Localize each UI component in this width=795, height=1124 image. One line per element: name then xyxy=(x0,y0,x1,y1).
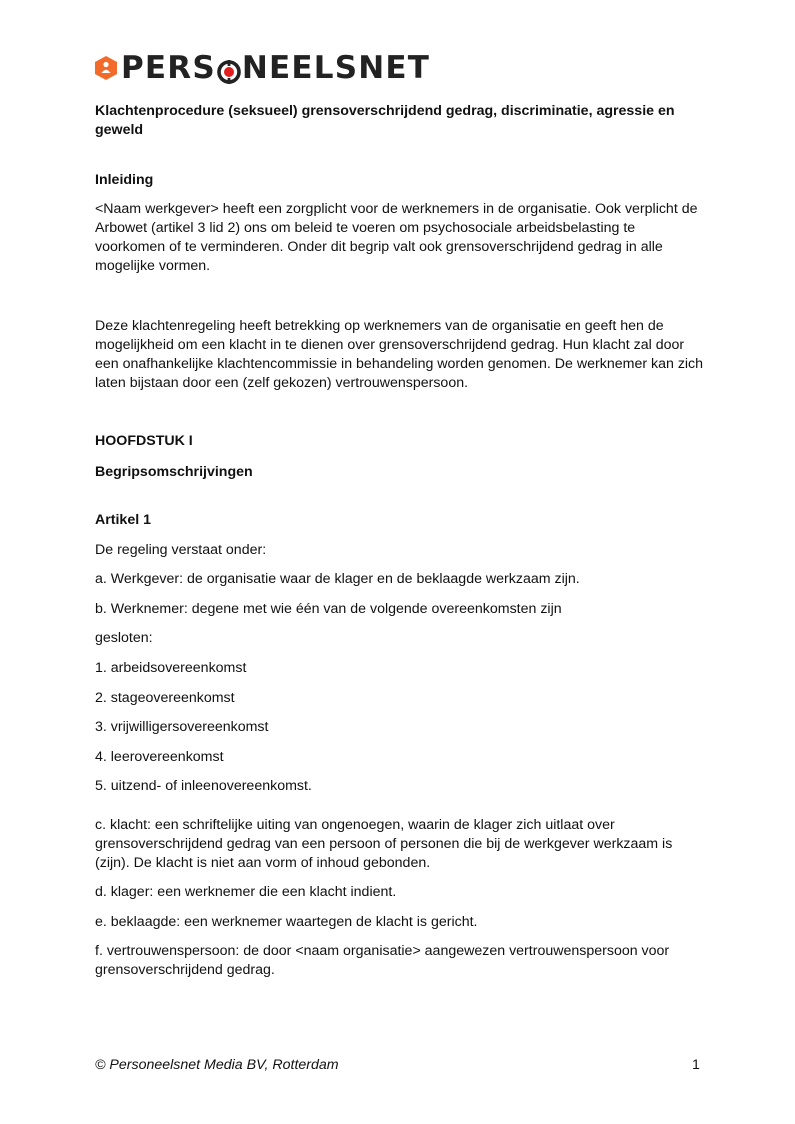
list-item: 2. stageovereenkomst xyxy=(95,690,235,706)
intro-paragraph-1: <Naam werkgever> heeft een zorgplicht voor de werknemers in de organisatie. Ook verplicht de Arbowet (artikel 3 lid 2) ons om beleid te voeren om psychosociale arbeidsbelasting te voorkomen of te verminderen. Onder dit begrip valt ook grensoverschrijdend gedrag in alle mogelijke vormen. xyxy=(95,201,698,274)
definition-item-b: b. Werknemer: degene met wie één van de volgende overeenkomsten zijn xyxy=(95,601,562,617)
logo-text-after: NEELSNET xyxy=(241,50,431,86)
chapter-heading: HOOFDSTUK I xyxy=(95,433,193,449)
article-intro: De regeling verstaat onder: xyxy=(95,542,267,558)
article-heading: Artikel 1 xyxy=(95,512,151,528)
personeelsnet-logo xyxy=(95,50,430,86)
definition-item-e: e. beklaagde: een werknemer waartegen de klacht is gericht. xyxy=(95,914,478,930)
page-number: 1 xyxy=(692,1057,700,1073)
definition-item-f: f. vertrouwenspersoon: de door <naam organisatie> aangewezen vertrouwenspersoon voor grensoverschrijdend gedrag. xyxy=(95,943,670,978)
personeelsnet-hex-person-icon xyxy=(95,56,117,80)
list-item: 3. vrijwilligersovereenkomst xyxy=(95,719,269,735)
footer-copyright: © Personeelsnet Media BV, Rotterdam xyxy=(95,1057,339,1073)
definition-item-c: c. klacht: een schriftelijke uiting van ongenoegen, waarin de klager zich uitlaat over grensoverschrijdend gedrag van een persoon of personen die bij de werkgever werkzaam is (zijn). De klacht is niet aan vorm of inhoud gebonden. xyxy=(95,817,673,871)
definition-item-a: a. Werkgever: de organisatie waar de klager en de beklaagde werkzaam zijn. xyxy=(95,571,580,587)
intro-heading: Inleiding xyxy=(95,172,154,188)
list-item: 5. uitzend- of inleenovereenkomst. xyxy=(95,778,312,794)
list-item: 4. leerovereenkomst xyxy=(95,749,224,765)
definition-item-d: d. klager: een werknemer die een klacht indient. xyxy=(95,884,397,900)
logo-wordmark xyxy=(121,50,430,86)
chapter-title: Begripsomschrijvingen xyxy=(95,464,253,480)
intro-paragraph-2: Deze klachtenregeling heeft betrekking op werknemers van de organisatie en geeft hen de mogelijkheid om een klacht in te dienen over grensoverschrijdend gedrag. Hun klacht zal door een onafhankelijke klachtencommissie in behandeling worden genomen. De werknemer kan zich laten bijstaan door een (zelf gekozen) vertrouwenspersoon. xyxy=(95,318,704,391)
document-title: Klachtenprocedure (seksueel) grensoverschrijdend gedrag, discriminatie, agressie en geweld xyxy=(95,103,675,138)
definition-item-b-continued: gesloten: xyxy=(95,630,153,646)
logo-text-before: PERS xyxy=(121,50,216,86)
target-o-icon xyxy=(217,56,241,80)
list-item: 1. arbeidsovereenkomst xyxy=(95,660,247,676)
